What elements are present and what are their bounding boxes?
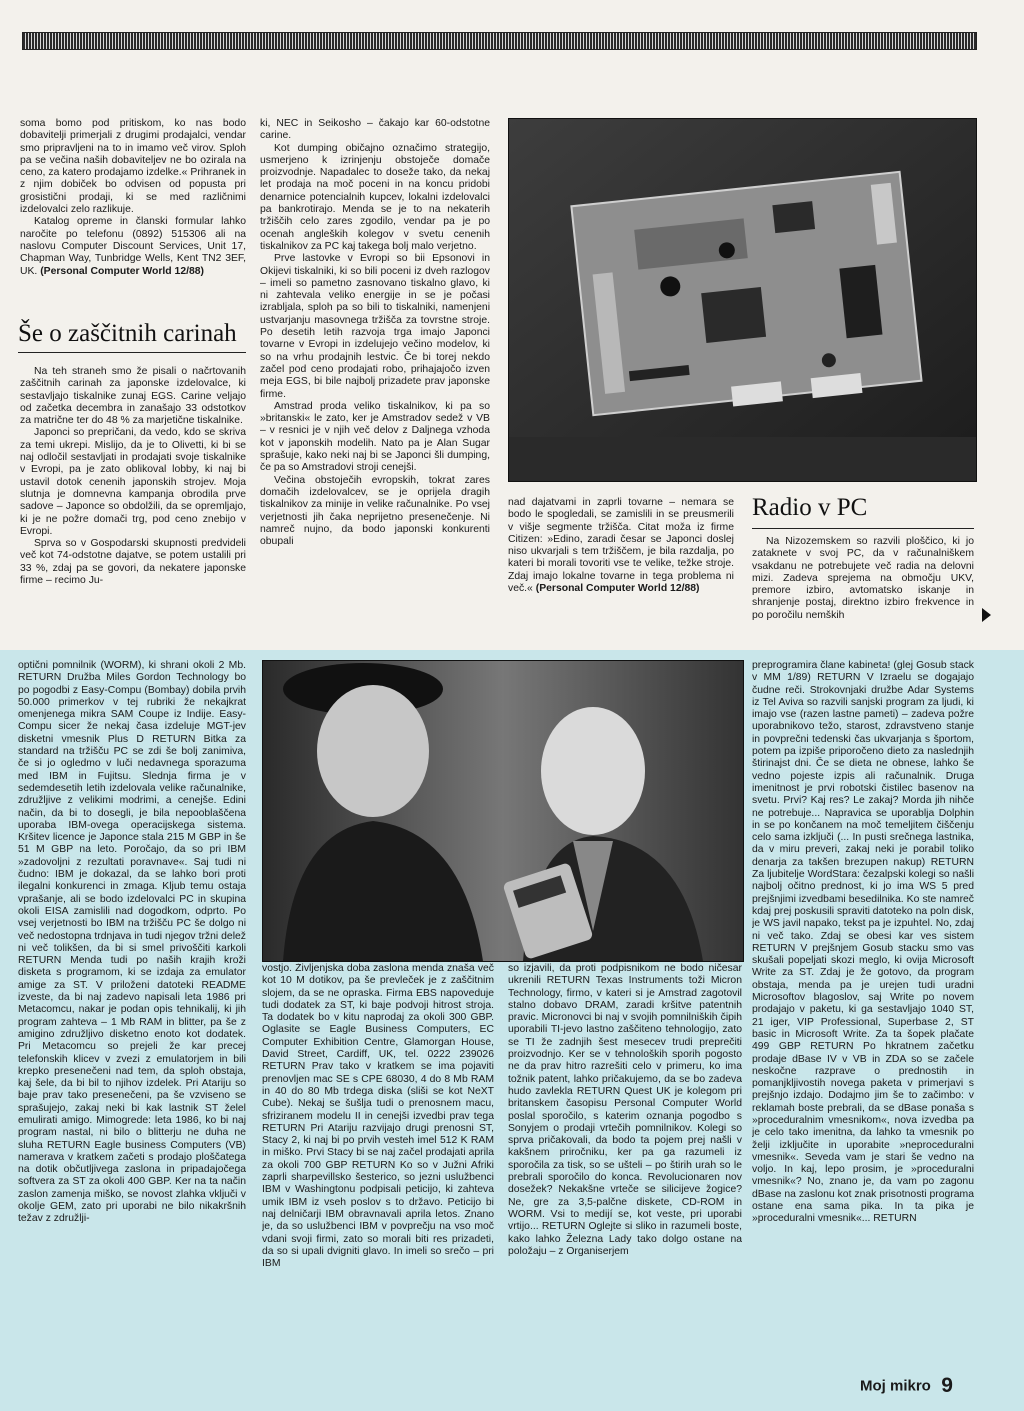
- headline-rule: [752, 528, 974, 529]
- top-column-1: [20, 118, 246, 310]
- paragraph: so izjavili, da proti podpisnikom ne bodo ničesar ukrenili RETURN Texas Instruments toži Micron Technology, firmo, v kateri si je Amstrad zagotovil stalno dobavo DRAM, zaradi kršitve patentnih pravic. Micronovci bi naj v svojih pomnilniških čipih uporabili TI-jevo lastno zaščiteno tehnologijo, zato se TI že zadnjih šest mesecev trudi preprečiti proizvodnjo. Ker se v tehnoloških sporih pogosto ne da prav hitro razrešiti celo v primeru, ko ima tožnik patent, lahko pričakujemo, da se bo zadeva hudo zavlekla RETURN Quest UK je kolegom pri britanskem časopisu Personal Computer World poslal sporočilo, s katerim oznanja pogodbo s Sonyjem o prodaji vrtečih pomnilnikov. Kolegi so sprva pričakovali, da bodo ta pojem prej našli v kakšnem priročniku, ker pa ga razumeli iz sporočila za tisk, so se ušteli – po štirih urah so le prebrali sporočilo do konca. Revolucionaren nov dosežek? Nekakšne vrteče se silicijeve žogice? Ne, gre za 3,5-palčne diskete, CD-ROM in WORM. Vsi to medijí se, kot veste, pri uporabi vrtijo... RETURN Oglejte si sliko in razumeli boste, kako lahko Železna Lady tako dolgo ostane na položaju – z Organiserjem: [508, 963, 742, 1257]
- paragraph: Amstrad proda veliko tiskalnikov, ki pa so »britanski« le zato, ker je Amstradov sedež v VB – v resnici je v njih več delov z Daljnega vzhoda kot v japonskih modelih. Nato pa je Alan Sugar sprašuje, kako neki naj bi se Japonci šli dumping, če pa so Amstradovi stroji cenejši.: [260, 400, 490, 474]
- header-stripe-bar: [22, 32, 977, 50]
- top-column-3: [508, 497, 734, 640]
- bottom-column-2: [262, 963, 494, 1388]
- paragraph: vostjo. Življenjska doba zaslona menda znaša več kot 10 M dotikov, pa še prevleček je z zaščitnim slojem, da se ne opraska. Firma EBS napoveduje tudi dodatek za ST, ki baje podvoji hitrost stroja. Ta dodatek bo v kitu naprodaj za okoli 300 GBP. Oglasite se Eagle Business Computers, EC Computer Exhibition Centre, Glamorgan House, David Street, Cardiff, UK, tel. 0222 239026 RETURN Prav tako v kratkem se ima pojaviti prenovljen mac SE s CPE 68030, 4 do 8 Mb RAM in 40 do 80 Mb trdega diska (sliši se kot NeXT Cube). Nekaj se šušlja tudi o prenosnem macu, sfriziranem modelu II in cenejši izvedbi prav tega RETURN Pri Atariju razvijajo drugi prenosni ST, Stacy 2, ki naj bi po prvih vesteh imel 512 K RAM in miško. Prvi Stacy bi se naj začel prodajati aprila za okoli 700 GBP RETURN Ko so v Južni Afriki zaprli sharpevillsko šesterico, so jezni uslužbenci IBM v Washingtonu podpisali peticijo, ki zahteva umik IBM iz vseh poslov s to državo. Peticijo bi naj delničarji IBM obravnavali aprila letos. Znano je, da so uslužbenci IBM v povprečju na vso moč vdani svoji firmi, zato so morali biti res prizadeti, da so si upali dvigniti glavo. In imeli so srečo – pri IBM: [262, 963, 494, 1270]
- bottom-column-4: [752, 660, 974, 1388]
- article-headline: Še o zaščitnih carinah: [18, 320, 237, 347]
- radio-headline: Radio v PC: [752, 494, 868, 521]
- paragraph: nad dajatvami in zaprli tovarne – nemara se bodo le spogledali, se zamislili in se preusmerili v višje segmente tržišča. Citat moža iz firme Citizen: »Edino, zaradi česar se Japonci doslej niso ukvarjali s tem tržiščem, je bila razdalja, po kateri bi morali tovoriti vse te velike, težke stroje. Zdaj imajo lokalne tovarne in tega problema ni več.« (Personal Computer World 12/88): [508, 497, 734, 595]
- source-credit: (Personal Computer World 12/88): [535, 583, 700, 595]
- top-column-1b: [20, 366, 246, 640]
- paragraph: Japonci so prepričani, da vedo, kdo se skriva za temi ukrepi. Mislijo, da je to Olivetti, ki bi se naj odločil sestavljati in prodajati svoje tiskalnike v Evropi, pa je zato oblikoval lobby, ki naj bi ustavil dotok cenenih japonskih strojev. Moja slutnja je domnevna kampanja obrodila prve sadove – Japonce so obdolžili, da se opremljajo, ki je ne požre domači trg, pod ceno znebijo v Evropi.: [20, 427, 246, 537]
- paragraph: Kot dumping običajno označimo strategijo, usmerjeno k izrinjenju obstoječe domače proizvodnje. Napadalec to doseže tako, da nekaj let prodaja na moč poceni in na koncu pridobi denarnice potencialnih kupcev, lokalni izdelovalci pa bankrotirajo. Menda se je to na nekaterih tržiščih celo zares zgodilo, vendar pa je po ocenah angleških kolegov v svetu cenenih tiskalnikov za PC kaj takega bolj malo verjetno.: [260, 142, 490, 252]
- source-credit: (Personal Computer World 12/88): [40, 265, 205, 277]
- paragraph: Na Nizozemskem so razvili ploščico, ki jo zataknete v svoj PC, da v računalniškem vsakdanu ne potrebujete več radia na delovni mizi. Zadeva sprejema na območju UKV, premore izbiro, avtomatsko iskanje in shranjenje postaj, direktno izbiro frekvence in po poročilu nemških: [752, 536, 974, 621]
- paragraph: soma bomo pod pritiskom, ko nas bodo dobavitelji primerjali z drugimi prodajalci, vendar smo pripravljeni na to in imamo več virov. Sploh pa se večina naših dobaviteljev ne bo ozirala na ceno, za katero prodajamo izdelke.« Prihranek in z njim dobiček bo odvisen od popusta pri grosistični prodaji, ki se med različnimi izdelovalci zelo razlikuje.: [20, 118, 246, 216]
- paragraph: Sprva so v Gospodarski skupnosti predvideli več kot 74-odstotne dajatve, se potem ustalili pri 33 %, zdaj pa se govori, da nekatere japonske firme – recimo Ju-: [20, 538, 246, 587]
- paragraph: ki, NEC in Seikosho – čakajo kar 60-odstotne carine.: [260, 118, 490, 142]
- paragraph: Prve lastovke v Evropi so bii Epsonovi in Okijevi tiskalniki, ki so bili poceni iz dveh razlogov – imeli so pametno zasnovano tiskalno glavo, ki ni zahtevala veliko energije in se je počasi izrabljala, sploh pa so bili to tiskalniki, namenjeni ustvarjanju masovnega tržišča za tovrstne stroje. Po desetih letih razvoja trga imajo Japonci tovarne v Evropi in izdelujejo večino modelov, ki so na vrhu prodajnih lestvic. Če bi torej nekdo začel pod ceno prodajati robo, prihajajočo izven meja EGS, bi bile najbolj prizadete prav japonske firme.: [260, 253, 490, 400]
- top-column-4: [752, 536, 974, 640]
- bottom-column-1: [18, 660, 246, 1388]
- page-number: 9: [941, 1374, 953, 1397]
- paragraph: preprogramira člane kabineta! (glej Gosub stack v MM 1/89) RETURN V Izraelu se dogajajo čudne reči. Strokovnjaki družbe Adar Systems iz Tel Aviva so razvili sanjski program za ljudi, ki imajo vse (razen lastne pameti) – zadeva požre uporabnikovo težo, starost, zdravstveno stanje in povprečni tedenski čas ukvarjanja s športom, potem pa izpiše priporočeno dieto za naslednjih štirinajst dni. Če se dieta ne obnese, lahko še vedno pojeste izpis ali računalnik. Druga imenitnost je prvi robotski čistilec basenov na svetu. Prvi? Kaj res? Le zakaj? Morda jih nihče ne potrebuje... Napravica se uporablja Dolphin in se po končanem na moč temeljitem čiščenju celo sama izključi (... In pusti srečnega lastnika, da v miru preveri, zakaj neki je porabil toliko denarja za takšen brezupen nakup) RETURN Za ljubitelje WordStara: čezalpski kolegi so našli najbolj očitno prednost, ki jo ima WS 5 pred prejšnjimi izvedbami besedilnika. Ko ste namreč kdaj prej poskusili spraviti datoteko na poln disk, je WS javil napako, tekst pa je izpuhtel. No, zdaj ni več tako. Zdaj se obesi kar ves sistem RETURN V prejšnjem Gosub stacku smo vas skušali popeljati skozi meglo, ki ovija Microsoft Write za ST. Zdaj je že gotovo, da program obstaja, menda pa je urejen tudi uradni Microsoftov blagoslov, saj Write po novem prodajajo v paketu, ki ga sestavljajo 1040 ST, 21 iger, VIP Professional, Superbase 2, ST basic in Microsoft Write. Za ta šopek plačate 499 GBP RETURN Po hkratnem začetku prodaje dBase IV v VB in ZDA so se začele neskočne razprave o prednostih in pomanjkljivostih novega paketa v primerjavi s prejšnjo izdajo. Dodajmo jim še to začimbo: v reklamah boste prebrali, da se dBase ponaša s »proceduralnim vmesnikom«, nova izvedba pa je celo tako imenitna, da lahko ta vmesnik po želji izključite in uporabite »neproceduralni vmesnik«. Seveda vam je stari še vedno na voljo. In kaj, lepo prosim, je »proceduralni vmesnik«? No, znano je, da vam po zagonu dBase na zaslonu kot znak prisotnosti programa ostane ena sama pika. In ta pika je »proceduralni vmesnik«... RETURN: [752, 660, 974, 1225]
- paragraph: optični pomnilnik (WORM), ki shrani okoli 2 Mb. RETURN Družba Miles Gordon Technology bo po pogodbi z Easy-Compu (Bombay) dobila prvih 50.000 primerkov v tej rubriki že nekajkrat omenjenega mikra SAM Coupe iz Indije. Easy-Compu sicer že nekaj časa izdeluje MGT-jev disketni vmesnik Plus D RETURN Bitka za standard na tržišču PC se zdi še bolj zanimiva, če si jo ogledmo v luči nedavnega sporazuma med IBM in Fujitsu. Slednja firma je v sedemdesetih letih izdelovala velike računalnike, združljive z velikimi modrimi, a cenejše. Edini način, da bi to dosegli, je bila nepooblaščena uporaba IBM-ovega operacijskega sistema. Kršitev licence je Japonce stala 215 M GBP in še 51 M GBP na leto. Poročajo, da so pri IBM »zadovoljni z rezultati poravnave«. Saj tudi ni čudno: IBM je dokazal, da se lahko bori proti ilegalni konkurenci in zmaga. Kljub temu ostaja vprašanje, ali se bodo izdelovalci PC in skupina okoli EISA zamislili nad dogodkom, odprto. Po vsej verjetnosti bo IBM na tržišču PC še dolgo ni več nedostopna trdnjava in tudi njegov tržni delež ni več tolikšen, da bi si smel privoščiti karkoli RETURN Menda tudi po naših krajih kroži disketa s programom, ki se izdaja za emulator amige za ST. V priloženi datoteki README izveste, da bi naj zadevo napisali leta 1986 pri Metacomcu, nakar je podan opis tehnikalij, ki jih program zahteva – 1 Mb RAM in blitter, pa še z amigino združljivo disketno enoto kot dodatek. Pri Metacomcu so prejeli že kar precej telefonskih klicev v zvezi z emulatorjem in bili krepko presenečeni nad tem, da sploh obstaja, kaj šele, da bi bil to njihov izdelek. Pri Atariju so baje prav tako presenečeni, pa še vzviseno se sprašujejo, zakaj neki bi kak lastnik ST želel emulirati amigo. Mimogrede: leta 1986, ko bi naj program nastal, ni bilo o blitterju ne duha ne sluha RETURN Eagle business Computers (VB) namerava v kratkem začeti s prodajo ploščatega na dotik občutljivega zaslona in pripadajočega softvera za ST za okoli 400 GBP. Ker na ta način zaslon zamenja miško, se novost zlahka vključi v okolje GEM, zato pri uporabi ne bilo nikakršnih težav z združlji-: [18, 660, 246, 1225]
- people-photo: [262, 660, 744, 962]
- paragraph: Na teh straneh smo že pisali o načrtovanih zaščitnih carinah za japonske izdelovalce, ki sestavljajo tiskalnike zunaj EGS. Carine veljajo od začetka decembra in zanašajo 33 odstotkov za matrične ter do 48 % za marjetične tiskalnike.: [20, 366, 246, 427]
- top-column-2: [260, 118, 490, 640]
- paragraph: Katalog opreme in članski formular lahko naročite po telefonu (0892) 515306 ali na naslovu Computer Discount Services, Unit 17, Chapman Way, Tunbridge Wells, Kent TN2 3EF, UK. (Personal Computer World 12/88): [20, 216, 246, 277]
- circuit-board-photo: [508, 118, 977, 482]
- magazine-name: Moj mikro: [860, 1377, 931, 1395]
- bottom-column-3: [508, 963, 742, 1388]
- page-folio: [860, 1374, 990, 1398]
- continue-arrow-icon: [982, 608, 991, 622]
- headline-rule: [18, 352, 246, 353]
- paragraph: Večina obstoječih evropskih, tokrat zares domačih izdelovalcev, se je oprijela dragih tiskalnikov za minije in velike računalnike. Po vsej verjetnosti jih čaka neprijetno presenečenje. Ni namreč nujno, da bodo japonski konkurenti obupali: [260, 474, 490, 548]
